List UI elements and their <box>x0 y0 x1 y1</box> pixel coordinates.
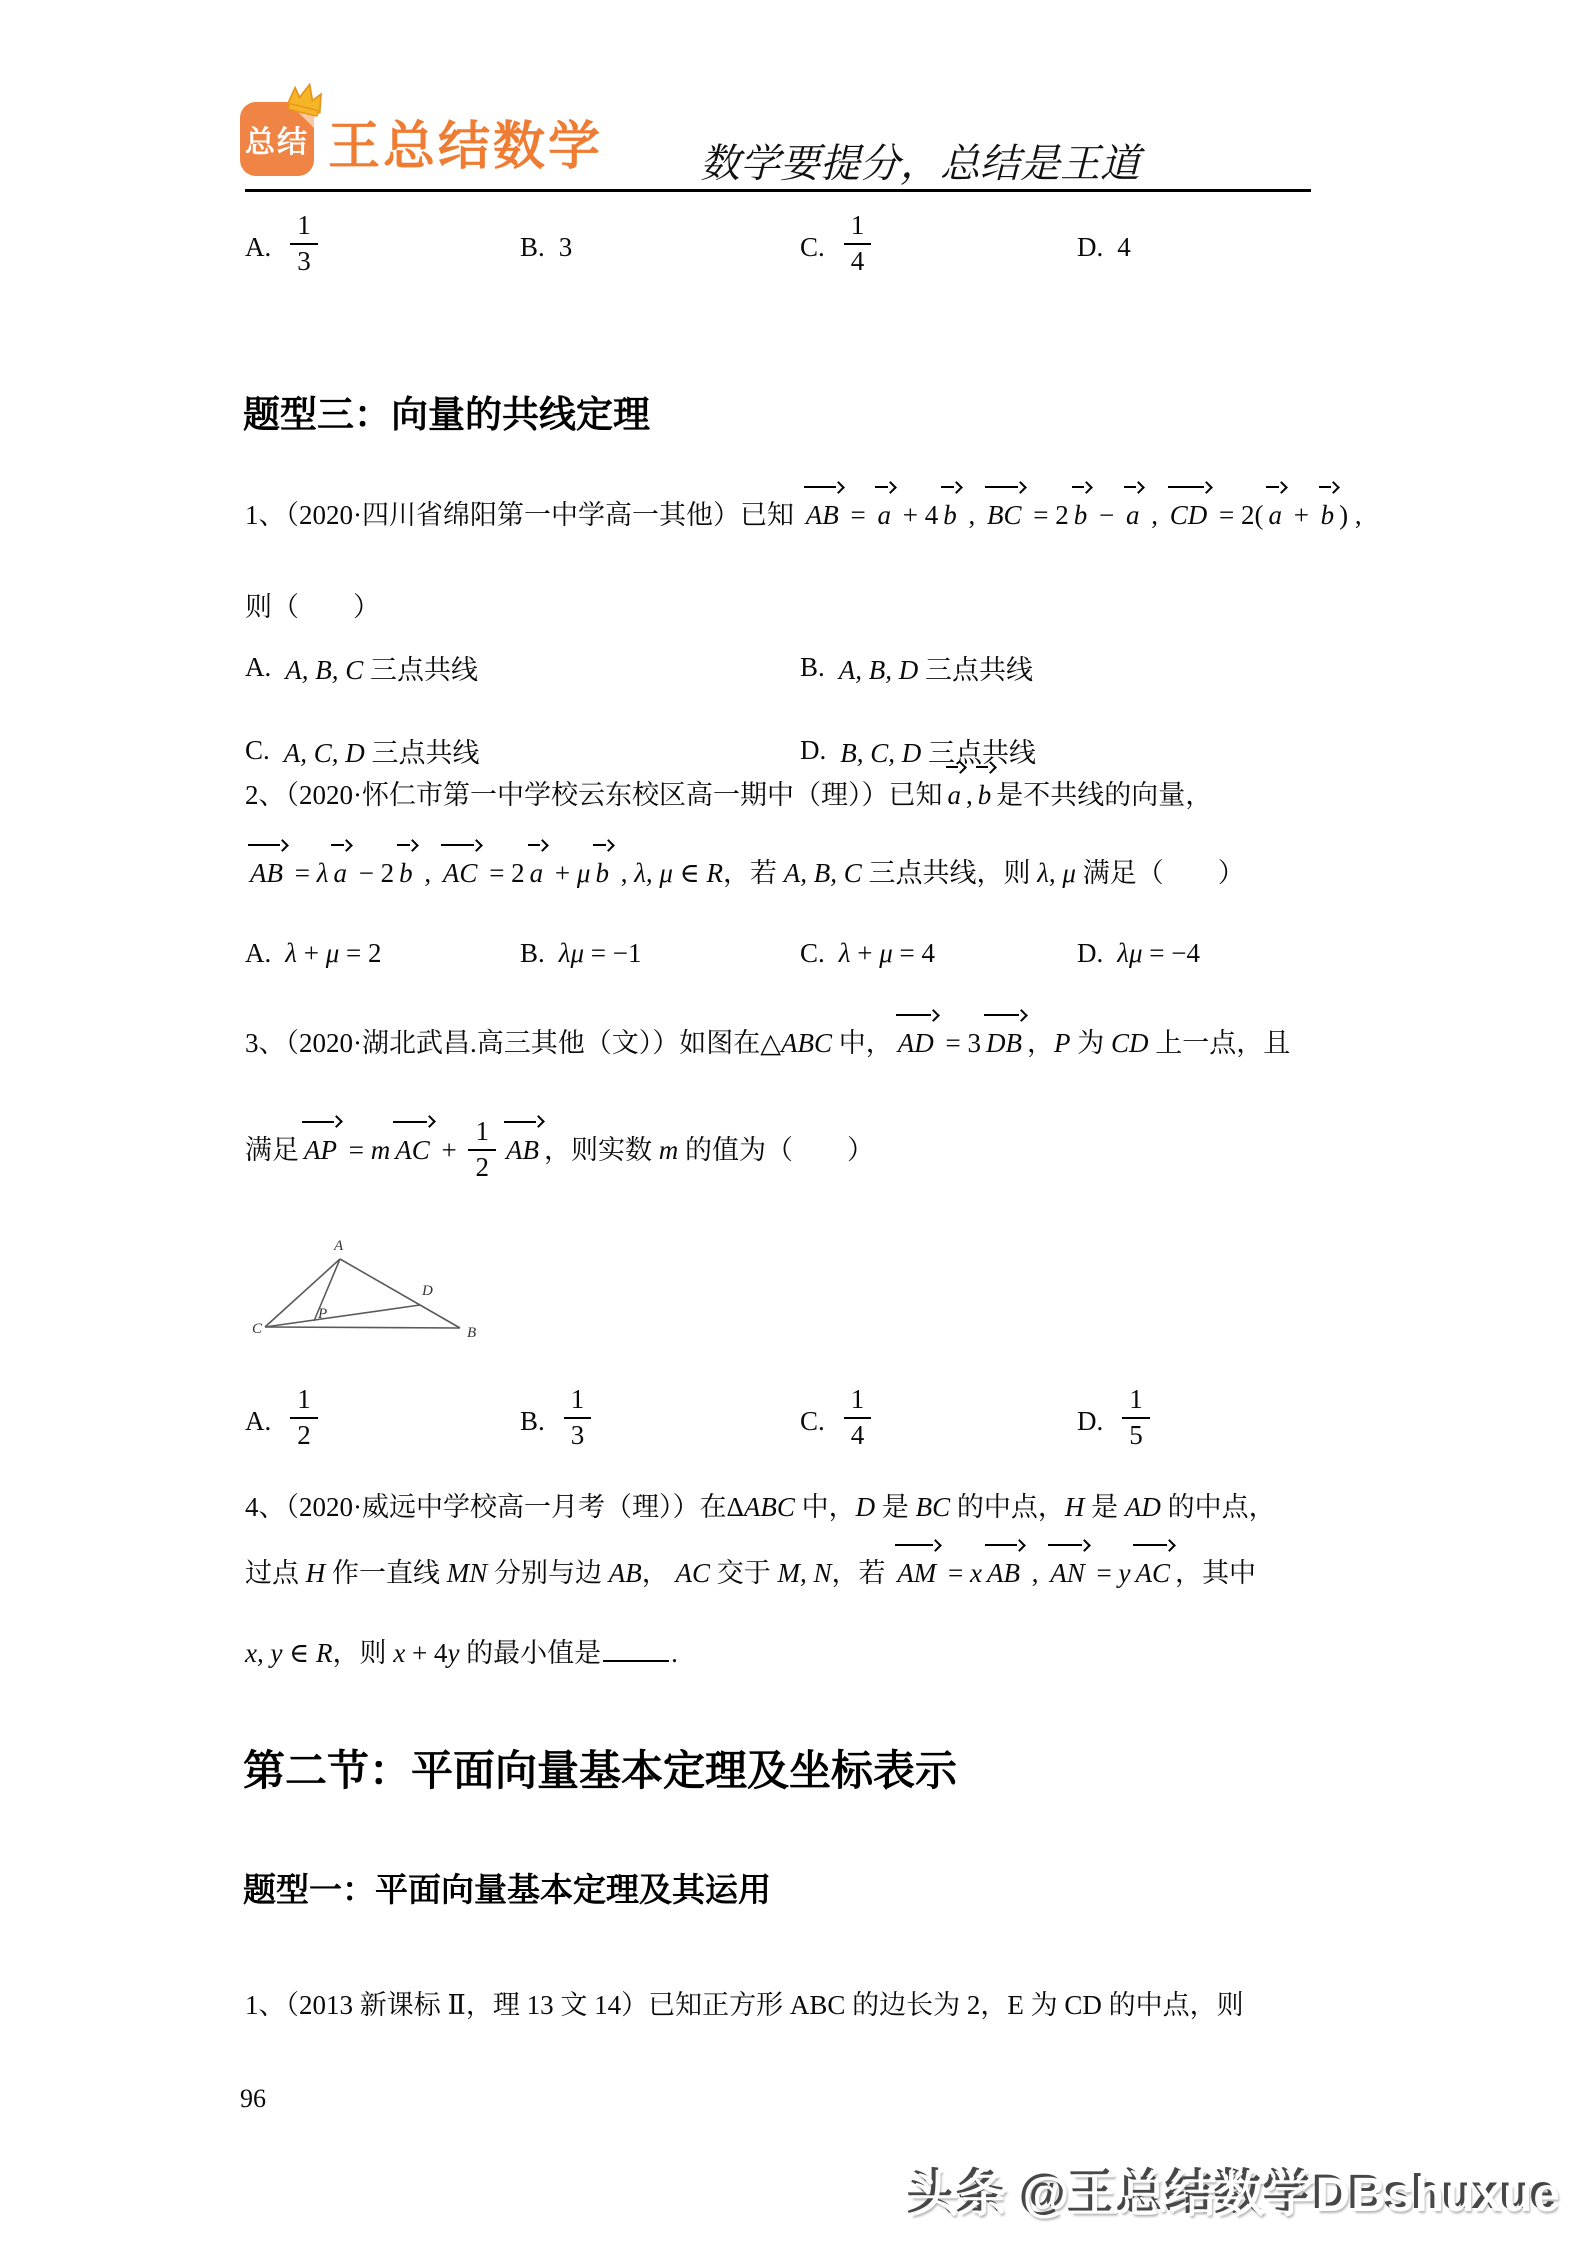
vector-term: AB <box>504 1129 541 1171</box>
vector-term: b <box>1319 494 1337 536</box>
vector-term: BC <box>985 494 1024 536</box>
problem3-option-d <box>1077 1378 1155 1464</box>
option-content <box>1117 1386 1155 1456</box>
problem2-option-b <box>520 938 641 969</box>
vector-term: a <box>528 852 546 894</box>
option-content: 3 <box>558 231 573 262</box>
vector-term: AB <box>248 852 285 894</box>
problem3-option-a <box>245 1378 323 1464</box>
option-content: λ + μ = 4 <box>838 938 935 968</box>
svg-text:B: B <box>467 1325 477 1341</box>
vector-term: b <box>1072 494 1090 536</box>
option-content: λ + μ = 2 <box>285 938 382 968</box>
option-label: B. <box>520 938 545 968</box>
option-label: C. <box>800 938 825 968</box>
vector-term: b <box>941 494 959 536</box>
answer-blank <box>603 1633 669 1662</box>
option-label: A. <box>245 1405 272 1436</box>
problem2-line2: AB = λ a − 2 b , AC = 2 a + μ b , λ, μ ∈ R，若 A, B, C 三点共线，则 λ, μ 满足（ ） <box>245 852 1245 894</box>
problem1-option-d <box>800 731 1036 770</box>
option-label: B. <box>800 652 825 682</box>
vector-term: AP <box>302 1129 339 1171</box>
problem1-option-a <box>245 648 478 687</box>
prev-option-a <box>245 204 323 290</box>
problem1-option-c <box>245 731 480 770</box>
option-label: A. <box>245 938 272 968</box>
svg-text:P: P <box>318 1306 328 1322</box>
vector-term: AD <box>896 1022 936 1064</box>
problem4-line2: 过点 H 作一直线 MN 分别与边 AB， AC 交于 M, N，若 AM = x AB , AN = y AC ，其中 <box>245 1552 1256 1594</box>
watermark-text: 头条 @王总结数学DBshuxue <box>910 2169 1561 2222</box>
option-label: C. <box>800 1405 825 1436</box>
svg-text:A: A <box>334 1238 344 1254</box>
prev-option-d <box>1077 204 1131 290</box>
vector-term: DB <box>984 1022 1024 1064</box>
fraction: $\frac{1}{2}$ <box>290 1383 318 1453</box>
vector-term: AM <box>895 1552 938 1594</box>
svg-text:D: D <box>422 1283 433 1299</box>
problem2-line1: 2、（2020·怀仁市第一中学校云东校区高一期中（理））已知 a , b 是不共线的向量， <box>245 774 1212 816</box>
section-heading-type3: 题型三：向量的共线定理 <box>243 394 650 435</box>
logo-badge-text: 总结 <box>245 126 309 159</box>
fraction: $\frac{1}{3}$ <box>564 1383 592 1453</box>
option-content: A, B, D 三点共线 <box>838 655 1033 685</box>
vector-term: a <box>331 852 349 894</box>
vector-term: AC <box>441 852 480 894</box>
vector-term: b <box>976 774 994 816</box>
option-label: D. <box>1077 1405 1104 1436</box>
option-label: A. <box>245 652 272 682</box>
problem3-option-b <box>520 1378 596 1464</box>
vector-term: b <box>397 852 415 894</box>
brand-tagline: 数学要提分，总结是王道 <box>700 141 1140 186</box>
header-divider <box>245 189 1311 192</box>
prev-option-b <box>520 204 572 290</box>
vector-term: CD <box>1168 494 1210 536</box>
option-label: D. <box>1077 938 1104 968</box>
problem5-line1: 1、（2013 新课标 Ⅱ，理 13 文 14）已知正方形 ABC 的边长为 2，E 为 CD 的中点，则 <box>245 1990 1244 2020</box>
option-content: λμ = −4 <box>1117 938 1200 968</box>
page-number: 96 <box>240 2084 266 2113</box>
option-label: C. <box>800 231 825 262</box>
option-content <box>285 1386 323 1456</box>
option-content: 4 <box>1117 231 1131 262</box>
option-content: B, C, D 三点共线 <box>840 738 1036 768</box>
problem2-option-c <box>800 938 935 969</box>
problem1-option-b <box>800 648 1033 687</box>
option-content <box>559 1386 597 1456</box>
option-label: A. <box>245 231 272 262</box>
problem1-line1: 1、（2020·四川省绵阳第一中学高一其他）已知 AB = a + 4 b , BC = 2 b − a , CD = 2( a + b ) , <box>245 494 1362 536</box>
prev-option-c <box>800 204 876 290</box>
problem2-option-d <box>1077 938 1200 969</box>
fraction: $\frac{1}{3}$ <box>290 209 318 279</box>
vector-term: AN <box>1048 1552 1087 1594</box>
option-content <box>839 1386 877 1456</box>
option-label: D. <box>800 735 827 765</box>
fraction: $\frac{1}{4}$ <box>844 209 872 279</box>
vector-term: AB <box>804 494 841 536</box>
problem3-line2: 满足 AP = m AC + $\frac{1}{2}$ AB ，则实数 m 的值为（ ） <box>245 1118 874 1188</box>
problem4-line3: x, y ∈ R，则 x + 4y 的最小值是 . <box>245 1632 678 1674</box>
vector-term: a <box>946 774 964 816</box>
problem3-line1: 3、（2020·湖北武昌.高三其他（文））如图在△ABC 中， AD = 3 DB ，P 为 CD 上一点，且 <box>245 1022 1290 1064</box>
brand-name: 王总结数学 <box>328 118 604 176</box>
fraction: $\frac{1}{5}$ <box>1122 1383 1150 1453</box>
vector-term: a <box>875 494 893 536</box>
option-label: D. <box>1077 231 1104 262</box>
option-content: λμ = −1 <box>558 938 642 968</box>
option-content <box>285 212 323 282</box>
fraction: $\frac{1}{2}$ <box>468 1115 496 1185</box>
triangle-figure <box>252 1232 482 1352</box>
vector-term: AC <box>1133 1552 1172 1594</box>
problem3-option-c <box>800 1378 876 1464</box>
section-heading-2: 第二节：平面向量基本定理及坐标表示 <box>243 1747 958 1794</box>
svg-text:C: C <box>252 1321 263 1337</box>
vector-term: b <box>593 852 611 894</box>
option-label: B. <box>520 1405 545 1436</box>
section-heading-type1: 题型一：平面向量基本定理及其运用 <box>243 1871 771 1908</box>
vector-term: a <box>1124 494 1142 536</box>
vector-term: AC <box>393 1129 432 1171</box>
vector-term: AB <box>985 1552 1022 1594</box>
problem1-line2: 则（ ） <box>245 592 380 622</box>
problem4-line1: 4、（2020·威远中学校高一月考（理））在ΔABC 中，D 是 BC 的中点，H 是 AD 的中点， <box>245 1492 1276 1522</box>
option-content <box>839 212 877 282</box>
problem2-option-a <box>245 938 381 969</box>
option-content: A, B, C 三点共线 <box>285 655 478 685</box>
vector-term: a <box>1266 494 1284 536</box>
fraction: $\frac{1}{4}$ <box>844 1383 872 1453</box>
option-label: C. <box>245 735 270 765</box>
option-label: B. <box>520 231 545 262</box>
option-content: A, C, D 三点共线 <box>283 738 480 768</box>
